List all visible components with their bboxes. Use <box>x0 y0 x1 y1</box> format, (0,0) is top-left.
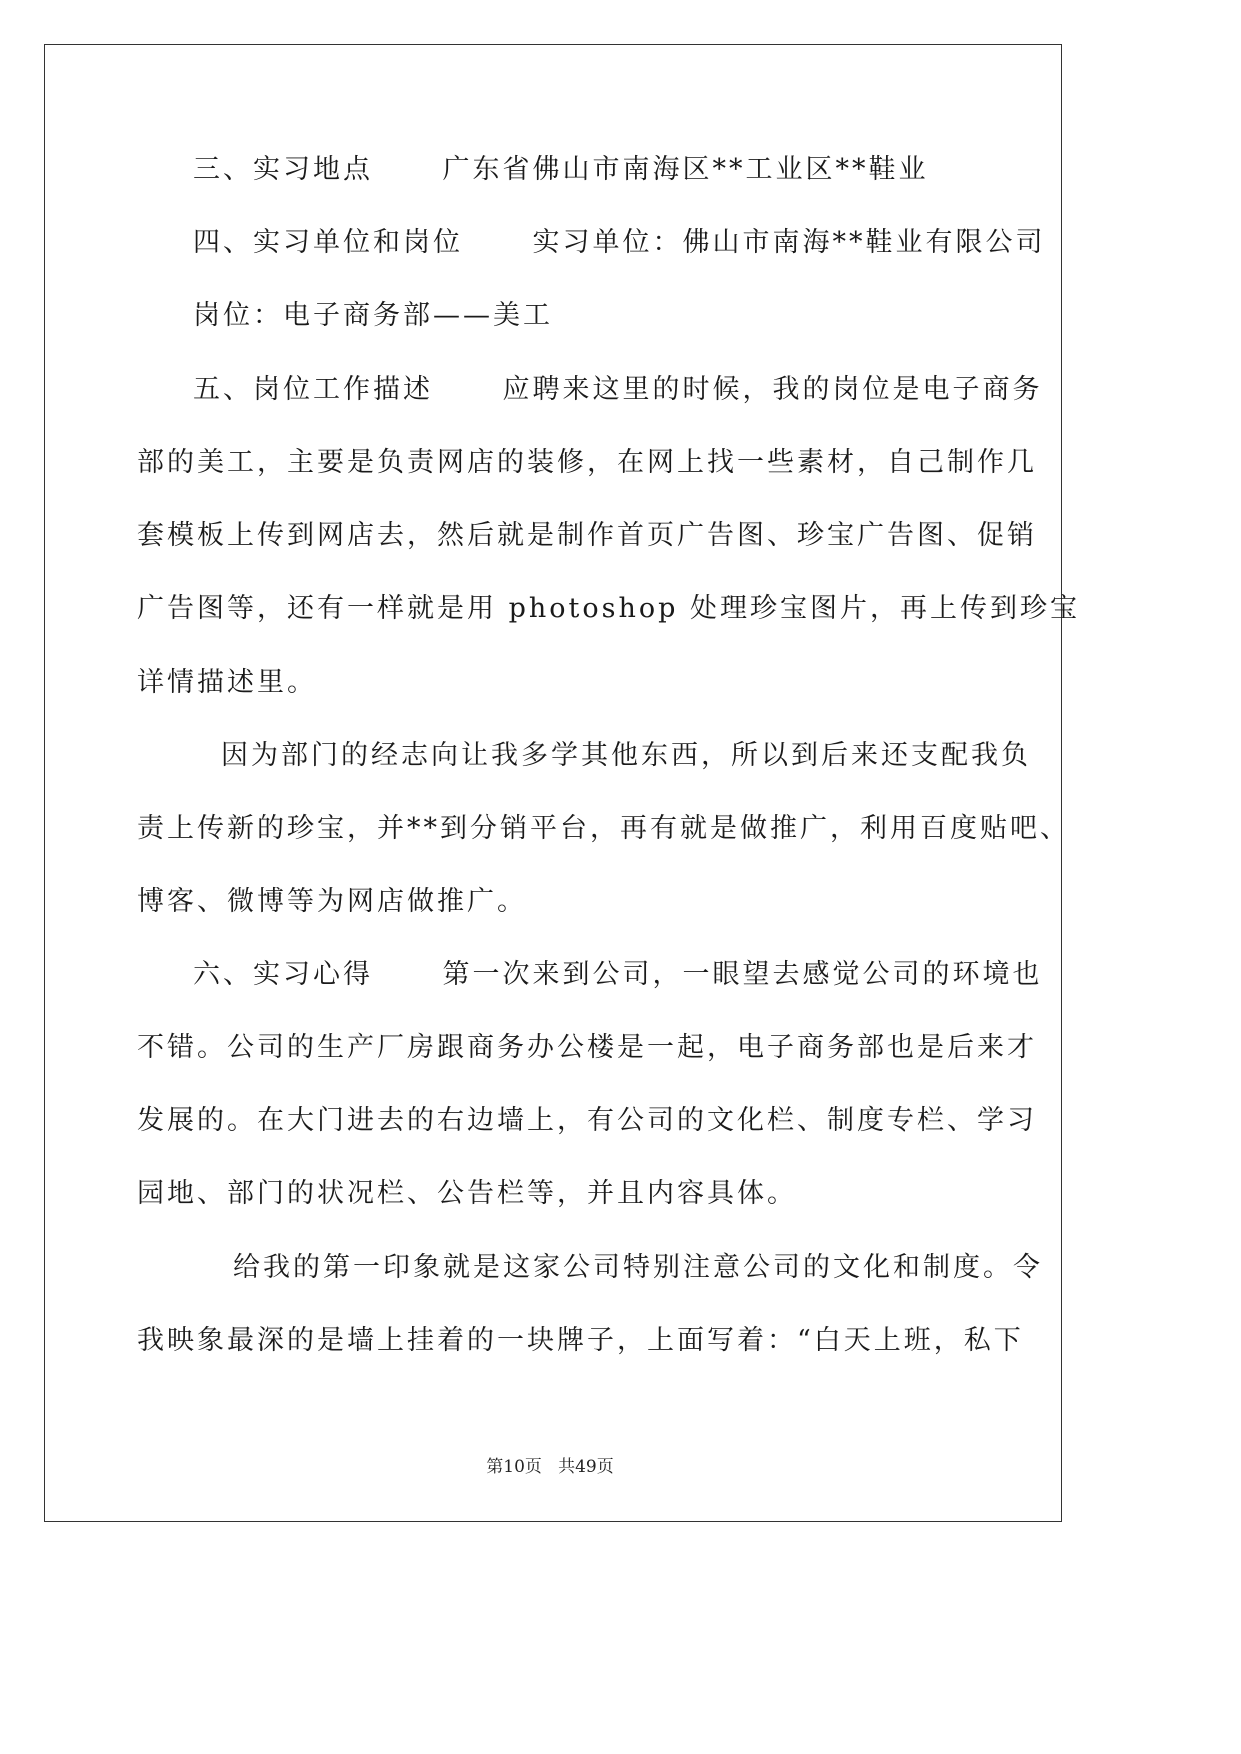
text-line: 不错。公司的生产厂房跟商务办公楼是一起，电子商务部也是后来才 <box>137 1032 1037 1063</box>
text-line: 岗位：电子商务部——美工 <box>193 300 553 331</box>
text-line: 详情描述里。 <box>137 667 317 698</box>
text-line: 部的美工，主要是负责网店的装修，在网上找一些素材，自己制作几 <box>137 447 1037 478</box>
text-line: 发展的。在大门进去的右边墙上，有公司的文化栏、制度专栏、学习 <box>137 1105 1037 1136</box>
text-line: 园地、部门的状况栏、公告栏等，并且内容具体。 <box>137 1178 797 1209</box>
text-line: 五、岗位工作描述 应聘来这里的时候，我的岗位是电子商务 <box>193 374 1043 405</box>
page-border <box>44 44 1062 1522</box>
text-line: 四、实习单位和岗位 实习单位：佛山市南海**鞋业有限公司 <box>193 227 1046 258</box>
text-line: 三、实习地点 广东省佛山市南海区**工业区**鞋业 <box>193 154 929 185</box>
text-line: 我映象最深的是墙上挂着的一块牌子，上面写着：“白天上班，私下 <box>137 1325 1024 1356</box>
text-line: 给我的第一印象就是这家公司特别注意公司的文化和制度。令 <box>233 1252 1043 1283</box>
text-line: 六、实习心得 第一次来到公司，一眼望去感觉公司的环境也 <box>193 959 1043 990</box>
text-line: 套模板上传到网店去，然后就是制作首页广告图、珍宝广告图、促销 <box>137 520 1037 551</box>
text-line: 因为部门的经志向让我多学其他东西，所以到后来还支配我负 <box>221 740 1031 771</box>
text-line: 责上传新的珍宝，并**到分销平台，再有就是做推广，利用百度贴吧、 <box>137 813 1070 844</box>
page-footer: 第10页 共49页 <box>486 1457 614 1477</box>
text-line: 博客、微博等为网店做推广。 <box>137 886 527 917</box>
text-line: 广告图等，还有一样就是用 photoshop 处理珍宝图片，再上传到珍宝 <box>137 593 1080 624</box>
